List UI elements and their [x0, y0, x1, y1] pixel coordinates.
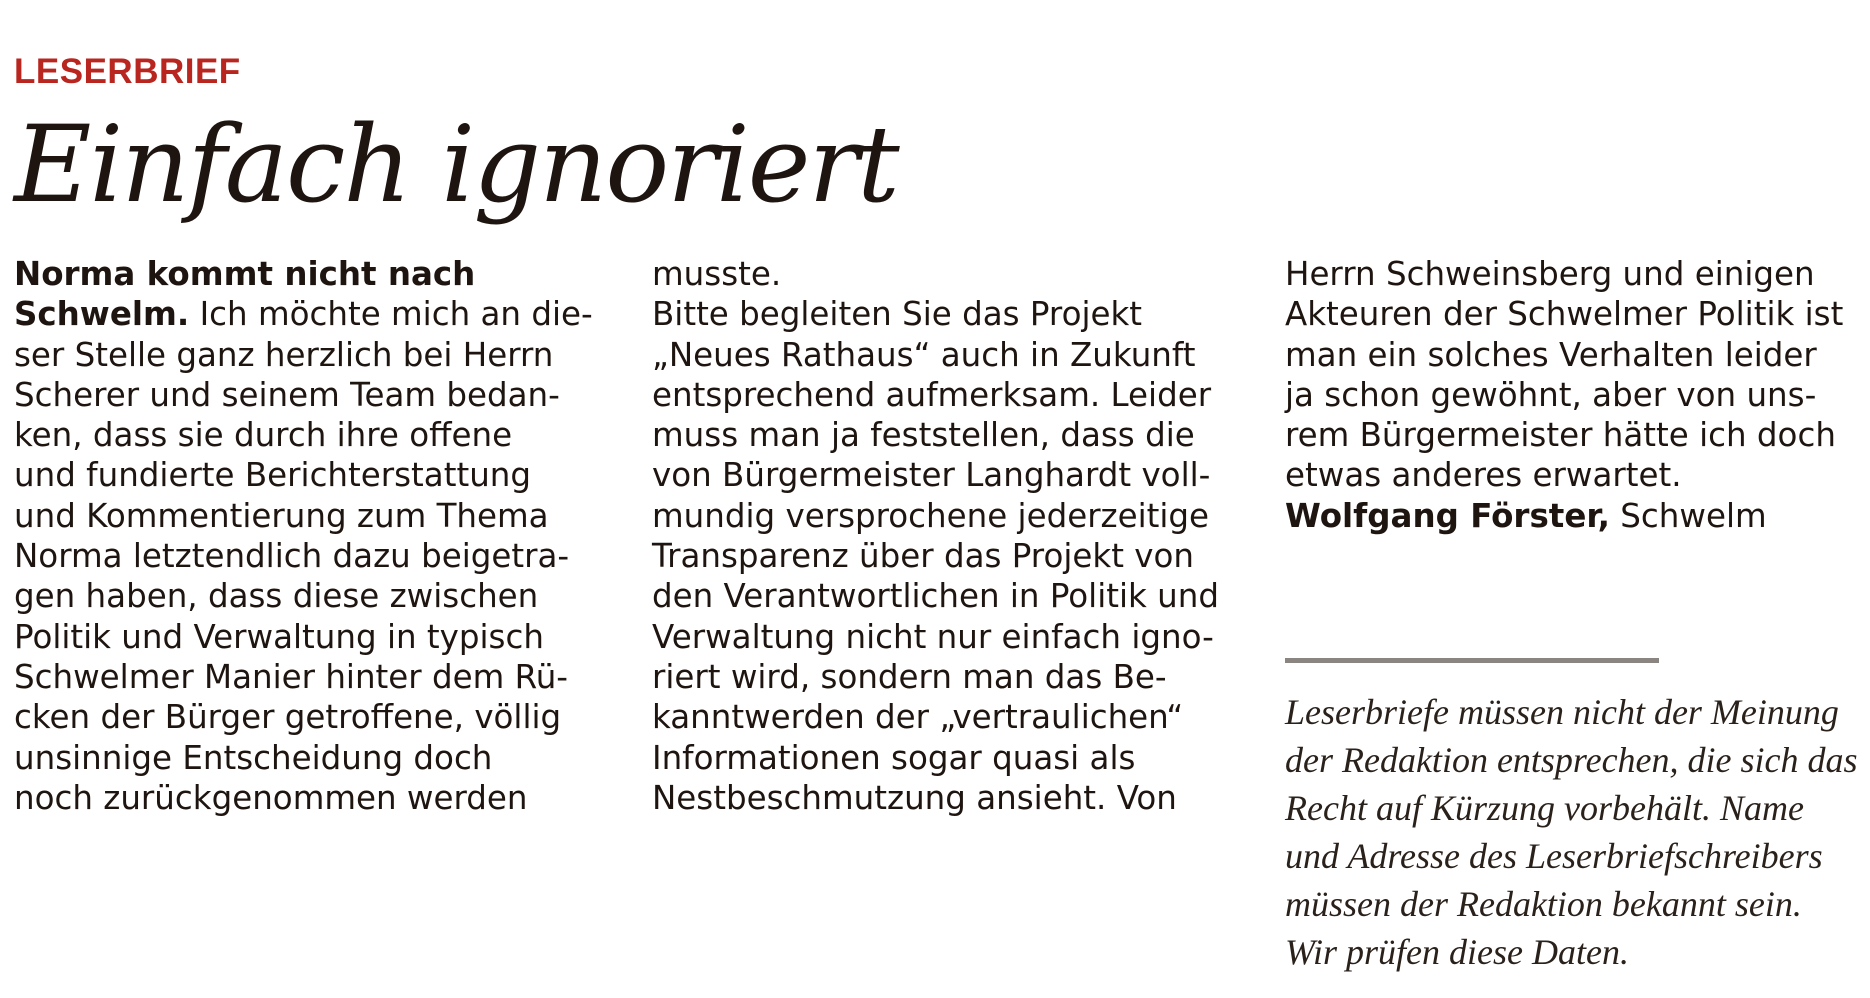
- separator-rule: [1285, 658, 1659, 663]
- article-column-1: [14, 254, 614, 818]
- article-line: musste.: [652, 255, 782, 293]
- article-line: [14, 294, 614, 334]
- article-line: Nestbeschmutzung ansieht. Von: [652, 778, 1177, 817]
- author-location: Schwelm: [1609, 496, 1767, 535]
- article-line: kanntwerden der „vertraulichen“: [652, 698, 1184, 737]
- article-line: Scherer und seinem Team bedan-: [14, 375, 560, 414]
- article-column-2: [652, 254, 1252, 818]
- article-line: „Neues Rathaus“ auch in Zukunft: [652, 335, 1196, 374]
- article-line: gen haben, dass diese zwischen: [14, 577, 539, 616]
- article-line: Norma letztendlich dazu beigetra-: [14, 537, 570, 576]
- author-name: Wolfgang Förster,: [1285, 496, 1610, 535]
- article-line: riert wird, sondern man das Be-: [652, 657, 1167, 696]
- article-line: noch zurückgenommen werden: [14, 778, 528, 817]
- article-line: Verwaltung nicht nur einfach igno-: [652, 617, 1214, 656]
- disclaimer-line: der Redaktion entsprechen, die sich das: [1285, 740, 1858, 780]
- article-line: etwas anderes erwartet.: [1285, 456, 1682, 495]
- section-label: LESERBRIEF: [14, 52, 241, 91]
- article-line: unsinnige Entscheidung doch: [14, 738, 493, 777]
- body-text-start: Ich möchte mich an die-: [189, 295, 593, 334]
- article-line: und Kommentierung zum Thema: [14, 496, 549, 535]
- article-line: man ein solches Verhalten leider: [1285, 335, 1817, 374]
- article-line: muss man ja feststellen, dass die: [652, 416, 1195, 455]
- article-line: Informationen sogar quasi als: [652, 738, 1136, 777]
- article-line: ja schon gewöhnt, aber von uns-: [1285, 375, 1817, 414]
- article-line: rem Bürgermeister hätte ich doch: [1285, 416, 1836, 455]
- article-line: cken der Bürger getroffene, völlig: [14, 698, 562, 737]
- disclaimer-line: Leserbriefe müssen nicht der Meinung: [1285, 692, 1839, 732]
- editorial-disclaimer: [1285, 688, 1858, 976]
- disclaimer-line: müssen der Redaktion bekannt sein.: [1285, 884, 1802, 924]
- disclaimer-line: und Adresse des Leserbriefschreibers: [1285, 836, 1823, 876]
- lead-heading-end: Schwelm.: [14, 295, 190, 334]
- article-column-3: [1285, 254, 1870, 536]
- article-line: ser Stelle ganz herzlich bei Herrn: [14, 335, 554, 374]
- article-line: entsprechend aufmerksam. Leider: [652, 375, 1212, 414]
- article-line: Herrn Schweinsberg und einigen: [1285, 255, 1815, 293]
- author-signature: [1285, 496, 1870, 536]
- article-line: Akteuren der Schwelmer Politik ist: [1285, 295, 1844, 334]
- article-line: von Bürgermeister Langhardt voll-: [652, 456, 1211, 495]
- disclaimer-line: Recht auf Kürzung vorbehält. Name: [1285, 788, 1804, 828]
- headline: Einfach ignoriert: [14, 103, 898, 226]
- lead-heading-line: Norma kommt nicht nach: [14, 255, 476, 293]
- article-line: Politik und Verwaltung in typisch: [14, 617, 544, 656]
- article-line: Transparenz über das Projekt von: [652, 537, 1194, 576]
- article-line: ken, dass sie durch ihre offene: [14, 416, 513, 455]
- article-line: und fundierte Berichterstattung: [14, 456, 532, 495]
- article-line: Bitte begleiten Sie das Projekt: [652, 295, 1143, 334]
- article-line: Schwelmer Manier hinter dem Rü-: [14, 657, 569, 696]
- article-line: den Verantwortlichen in Politik und: [652, 577, 1219, 616]
- article-line: mundig versprochene jederzeitige: [652, 496, 1210, 535]
- disclaimer-line: Wir prüfen diese Daten.: [1285, 932, 1629, 972]
